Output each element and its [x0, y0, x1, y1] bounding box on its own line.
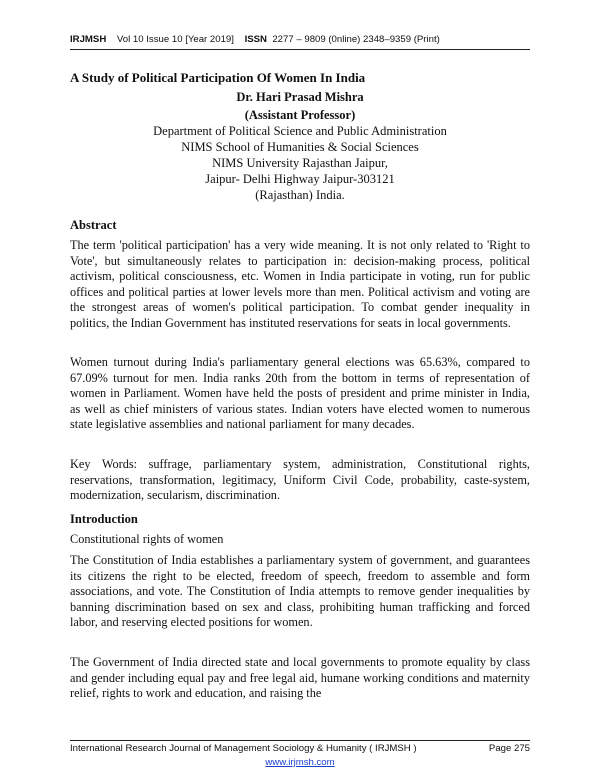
introduction-heading: Introduction	[70, 512, 138, 526]
abstract-paragraph-2: Women turnout during India's parliamentary general elections was 65.63%, compared to 67.09% turnout for men. India ranks 20th from the bottom in terms of representation of women in Parliament. Women have held the posts of president and prime minister in India, as well as chief ministers of various states. Indian voters have elected women to numerous state legislative assemblies and national parliament for many decades.	[70, 355, 530, 432]
page-number: Page 275	[488, 743, 530, 754]
journal-abbrev: IRJMSH	[70, 34, 107, 45]
affiliation-block	[70, 123, 530, 203]
issn-label: ISSN	[244, 34, 267, 45]
header-rule	[70, 49, 530, 50]
volume-info: Vol 10 Issue 10 [Year 2019]	[116, 34, 234, 45]
affiliation-line: Department of Political Science and Public Administration	[153, 124, 447, 138]
keywords: Key Words: suffrage, parliamentary system, administration, Constitutional rights, reservations, transformation, legitimacy, Uniform Civil Code, probability, caste-system, modernization, secularism, discrimination.	[70, 457, 530, 503]
author-name: Dr. Hari Prasad Mishra	[236, 90, 364, 104]
introduction-paragraph-2: The Government of India directed state and local governments to promote equality by class and gender including equal pay and free legal aid, humane working conditions and maternity relief, rights to work and education, and raising the	[70, 655, 530, 701]
abstract-heading: Abstract	[70, 218, 117, 232]
issn-numbers: 2277 – 9809 (0nline) 2348–9359 (Print)	[272, 34, 440, 45]
abstract-paragraph-1: The term 'political participation' has a very wide meaning. It is not only related to 'Right to Vote', but simultaneously relates to participation in: decision-making process, political activism, political consciousness, etc. Women in India participate in voting, run for public offices and political parties at lower levels more than men. Political activism and voting are the strongest areas of women's political participation. To combat gender inequality in politics, the Indian Government has instituted reservations for seats in local governments.	[70, 238, 530, 330]
author-position: (Assistant Professor)	[244, 108, 356, 122]
running-footer	[70, 743, 530, 754]
affiliation-line: NIMS School of Humanities & Social Sciences	[181, 140, 419, 154]
footer-journal: International Research Journal of Management Sociology & Humanity ( IRJMSH )	[70, 743, 417, 754]
footer-rule	[70, 740, 530, 741]
paper-title: A Study of Political Participation Of Women In India	[70, 70, 366, 85]
introduction-paragraph-1: The Constitution of India establishes a parliamentary system of government, and guarantees its citizens the right to be elected, freedom of speech, freedom to assemble and form associations, and vote. The Constitution of India attempts to remove gender inequalities by banning discrimination based on sex and class, prohibiting human trafficking and forced labor, and reserving elected positions for women.	[70, 553, 530, 630]
affiliation-line: (Rajasthan) India.	[255, 188, 345, 202]
running-header	[70, 34, 530, 45]
journal-link[interactable]: www.irjmsh.com	[265, 757, 335, 768]
introduction-subheading: Constitutional rights of women	[70, 532, 224, 546]
affiliation-line: NIMS University Rajasthan Jaipur,	[212, 156, 388, 170]
affiliation-line: Jaipur- Delhi Highway Jaipur-303121	[205, 172, 395, 186]
footer-url-line	[70, 757, 530, 768]
